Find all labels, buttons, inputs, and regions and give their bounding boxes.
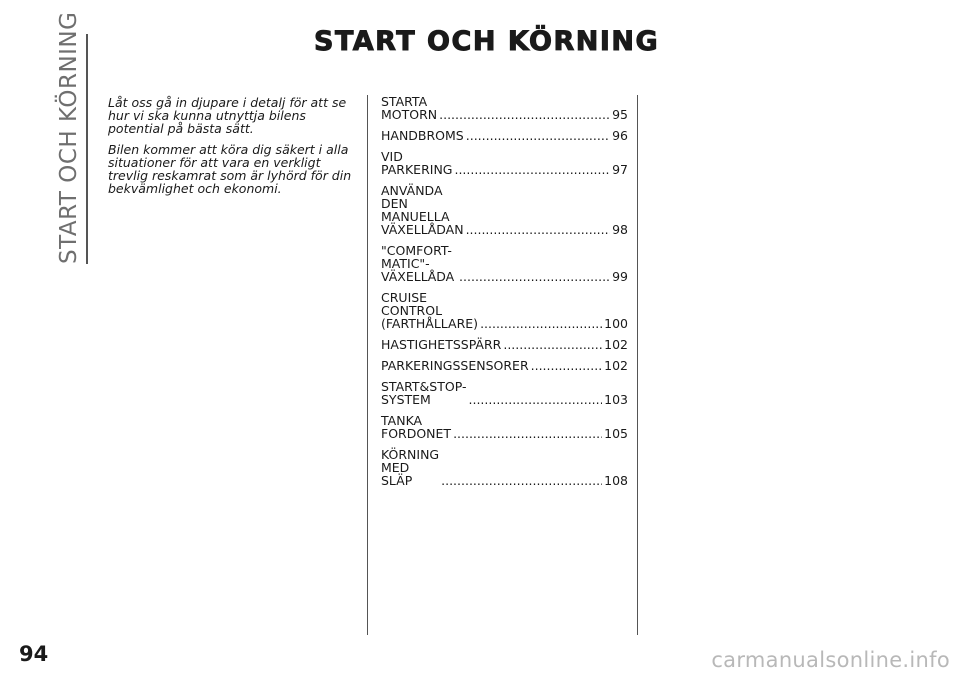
toc-page-number: 108 <box>604 473 628 488</box>
toc-leader-dots <box>453 427 602 440</box>
toc-entry-text: START&STOP-SYSTEM <box>381 379 467 407</box>
toc-entry-cruise-control[interactable] <box>381 291 628 330</box>
toc-page-number: 102 <box>604 358 628 373</box>
toc-page-number: 99 <box>612 269 628 284</box>
toc-entry-vid-parkering[interactable] <box>381 150 628 176</box>
toc-entry-korning-med-slap[interactable] <box>381 448 628 487</box>
toc-entry-hastighetsspärr[interactable] <box>381 338 628 351</box>
chapter-title: START OCH KÖRNING <box>314 26 660 57</box>
toc-leader-dots <box>466 129 610 142</box>
toc-page-number: 96 <box>612 128 628 143</box>
intro-text <box>108 96 358 203</box>
toc-entry-text: ANVÄNDA DEN MANUELLA VÄXELLÅDAN <box>381 183 464 237</box>
toc-leader-dots <box>454 163 610 176</box>
intro-paragraph: Låt oss gå in djupare i detalj för att se hur vi ska kunna utnyttja bilens potential på bästa sätt. <box>108 95 347 136</box>
toc-leader-dots <box>439 108 610 121</box>
toc-entry-text: CRUISE CONTROL (FARTHÅLLARE) <box>381 290 479 331</box>
toc-entry-text: KÖRNING MED SLÄP <box>381 447 440 488</box>
toc-leader-dots <box>503 338 602 351</box>
toc-entry-tanka-fordonet[interactable] <box>381 414 628 440</box>
toc-page-number: 98 <box>612 222 628 237</box>
intro-paragraph: Bilen kommer att köra dig säkert i alla situationer för att vara en verkligt trevlig reskamrat som är lyhörd för din bekvämlighet och ekonomi. <box>108 142 352 196</box>
column-divider-right <box>637 95 638 635</box>
toc-leader-dots <box>459 270 610 283</box>
toc-entry-text: VID PARKERING <box>381 149 453 177</box>
toc-leader-dots <box>441 474 602 487</box>
toc-entry-text: PARKERINGSSENSORER <box>381 358 529 373</box>
toc-page-number: 100 <box>604 316 628 331</box>
table-of-contents <box>381 95 628 495</box>
toc-page-number: 97 <box>612 162 628 177</box>
toc-page-number: 95 <box>612 107 628 122</box>
watermark-text: carmanualsonline.info <box>711 648 950 672</box>
column-divider-left <box>367 95 368 635</box>
toc-entry-text: HASTIGHETSSPÄRR <box>381 337 502 352</box>
toc-entry-start-stop-system[interactable] <box>381 380 628 406</box>
toc-entry-handbroms[interactable] <box>381 129 628 142</box>
toc-page-number: 103 <box>604 392 628 407</box>
toc-entry-manuella-vaxellada[interactable] <box>381 184 628 236</box>
toc-leader-dots <box>531 359 603 372</box>
page-number: 94 <box>19 642 49 666</box>
toc-entry-starta-motorn[interactable] <box>381 95 628 121</box>
toc-entry-text: TANKA FORDONET <box>381 413 452 441</box>
toc-entry-text: "COMFORT-MATIC"-VÄXELLÅDA <box>381 243 455 284</box>
toc-entry-parkeringssensorer[interactable] <box>381 359 628 372</box>
toc-page-number: 105 <box>604 426 628 441</box>
toc-leader-dots <box>469 393 603 406</box>
toc-leader-dots <box>480 317 602 330</box>
toc-entry-comfort-matic[interactable] <box>381 244 628 283</box>
toc-entry-text: HANDBROMS <box>381 128 464 143</box>
vertical-section-title: START OCH KÖRNING <box>56 11 82 264</box>
toc-page-number: 102 <box>604 337 628 352</box>
toc-entry-text: STARTA MOTORN <box>381 94 438 122</box>
toc-leader-dots <box>466 223 611 236</box>
side-divider-line <box>86 34 88 264</box>
